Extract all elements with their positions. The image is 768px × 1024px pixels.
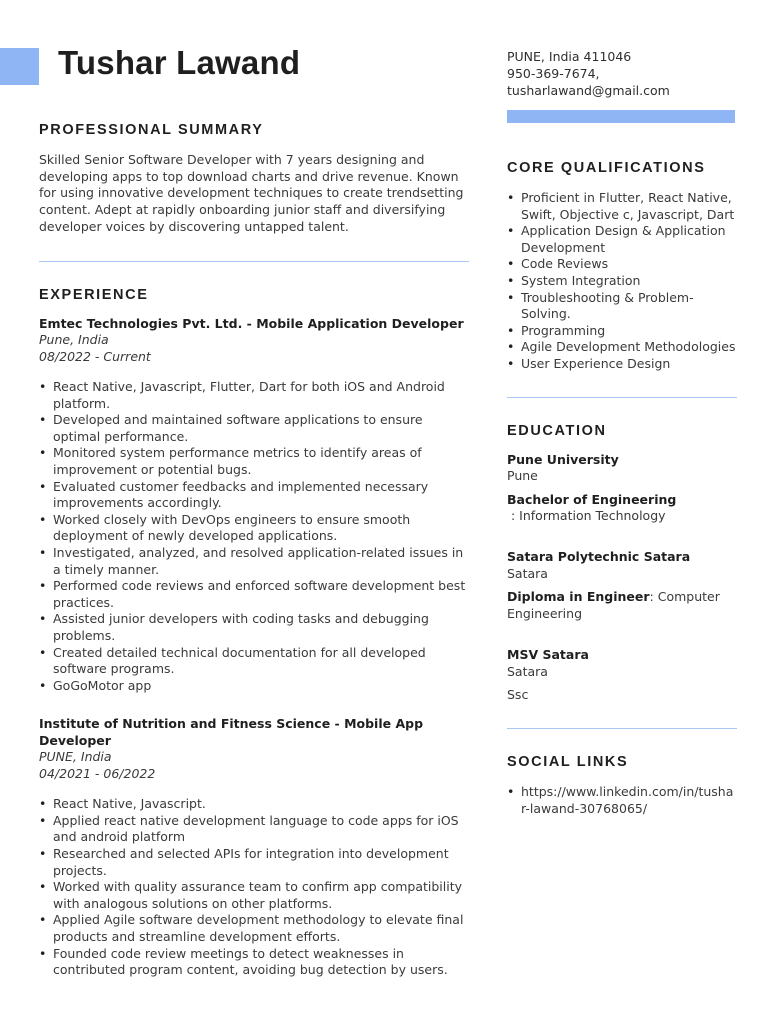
- job-location: Pune, India: [39, 332, 109, 348]
- job-location: PUNE, India: [39, 749, 112, 765]
- social-title: SOCIAL LINKS: [507, 754, 629, 771]
- left-column: [39, 118, 469, 979]
- list-item: • System Integration: [507, 273, 737, 290]
- degree-line: [507, 589, 737, 622]
- list-item: • Developed and maintained software applications to ensure optimal performance.: [39, 412, 469, 445]
- list-item: • Troubleshooting & Problem-Solving.: [507, 290, 737, 323]
- linkedin-link[interactable]: • https://www.linkedin.com/in/tushar-lawand-30768065/: [507, 784, 737, 817]
- contact-phone: 950-369-7674,: [507, 66, 600, 81]
- section-divider: [39, 261, 469, 262]
- school-place: Satara: [507, 565, 548, 581]
- accent-bar: [507, 110, 735, 123]
- degree-line: [507, 492, 737, 525]
- accent-block: [0, 48, 39, 85]
- list-item: • Investigated, analyzed, and resolved application-related issues in a timely manner.: [39, 545, 469, 578]
- list-item: • Worked closely with DevOps engineers to ensure smooth deployment of newly developed applications.: [39, 512, 469, 545]
- education-entry: [507, 549, 737, 622]
- list-item: • Application Design & Application Development: [507, 223, 737, 256]
- degree-field: Computer Engineering: [507, 589, 720, 621]
- list-item: • Evaluated customer feedbacks and implemented necessary improvements accordingly.: [39, 479, 469, 512]
- job-bullets: [39, 796, 469, 979]
- school-name: MSV Satara: [507, 647, 589, 663]
- education-entry: [507, 647, 737, 704]
- list-item: • Performed code reviews and enforced software development best practices.: [39, 578, 469, 611]
- school-place: Satara: [507, 663, 548, 679]
- section-divider: [507, 397, 737, 398]
- list-item: • React Native, Javascript.: [39, 796, 469, 813]
- list-item: • React Native, Javascript, Flutter, Dart for both iOS and Android platform.: [39, 379, 469, 412]
- school-place: Pune: [507, 468, 538, 484]
- contact-email[interactable]: tusharlawand@gmail.com: [507, 83, 670, 98]
- school-name: Satara Polytechnic Satara: [507, 548, 691, 564]
- candidate-name: Tushar Lawand: [58, 44, 301, 81]
- education-title: EDUCATION: [507, 422, 607, 439]
- list-item: • Assisted junior developers with coding tasks and debugging problems.: [39, 611, 469, 644]
- list-item: • Programming: [507, 323, 737, 340]
- contact-info: [507, 48, 670, 99]
- degree-name: Diploma in Engineer: [507, 589, 650, 605]
- degree-name: Bachelor of Engineering: [507, 491, 677, 507]
- degree-field: Information Technology: [519, 508, 666, 524]
- list-item: • Created detailed technical documentation for all developed software programs.: [39, 645, 469, 678]
- list-item: • Worked with quality assurance team to confirm app compatibility with analogous solutions on other platforms.: [39, 879, 469, 912]
- degree-separator: :: [507, 508, 520, 524]
- job-heading: Institute of Nutrition and Fitness Science - Mobile App Developer: [39, 716, 424, 748]
- contact-address: PUNE, India 411046: [507, 49, 632, 64]
- list-item: • Founded code review meetings to detect weaknesses in contributed program content, avoiding bug detection by users.: [39, 946, 469, 979]
- job-dates: 08/2022 - Current: [39, 348, 151, 364]
- list-item: • Proficient in Flutter, React Native, Swift, Objective c, Javascript, Dart: [507, 190, 737, 223]
- job-entry: [39, 716, 469, 979]
- social-links-list: [507, 784, 737, 817]
- education-entry: [507, 452, 737, 525]
- list-item: • Researched and selected APIs for integration into development projects.: [39, 846, 469, 879]
- section-divider: [507, 728, 737, 729]
- list-item: • Code Reviews: [507, 256, 737, 273]
- qualifications-list: [507, 190, 737, 373]
- school-extra: Ssc: [507, 687, 529, 703]
- job-bullets: [39, 379, 469, 694]
- qualifications-title: CORE QUALIFICATIONS: [507, 160, 706, 176]
- job-dates: 04/2021 - 06/2022: [39, 765, 156, 781]
- list-item: • Agile Development Methodologies: [507, 339, 737, 356]
- degree-separator: :: [649, 589, 658, 605]
- list-item: • GoGoMotor app: [39, 678, 469, 695]
- right-column: [507, 156, 737, 817]
- list-item: • Applied react native development language to code apps for iOS and android platform: [39, 813, 469, 846]
- school-name: Pune University: [507, 451, 619, 467]
- summary-text: Skilled Senior Software Developer with 7 years designing and developing apps to top download charts and drive revenue. Known for using innovative development techniques to create trendsetting content. Adept at rapidly onboarding junior staff and diversifying developer voices by discovering untapped talent.: [39, 152, 464, 234]
- list-item: • User Experience Design: [507, 356, 737, 373]
- list-item: • Monitored system performance metrics to identify areas of improvement or potential bugs.: [39, 445, 469, 478]
- experience-title: EXPERIENCE: [39, 286, 149, 303]
- summary-title: PROFESSIONAL SUMMARY: [39, 122, 264, 138]
- job-entry: [39, 316, 469, 695]
- job-heading: Emtec Technologies Pvt. Ltd. - Mobile Application Developer: [39, 315, 464, 331]
- list-item: • Applied Agile software development methodology to elevate final products and streamline development efforts.: [39, 912, 469, 945]
